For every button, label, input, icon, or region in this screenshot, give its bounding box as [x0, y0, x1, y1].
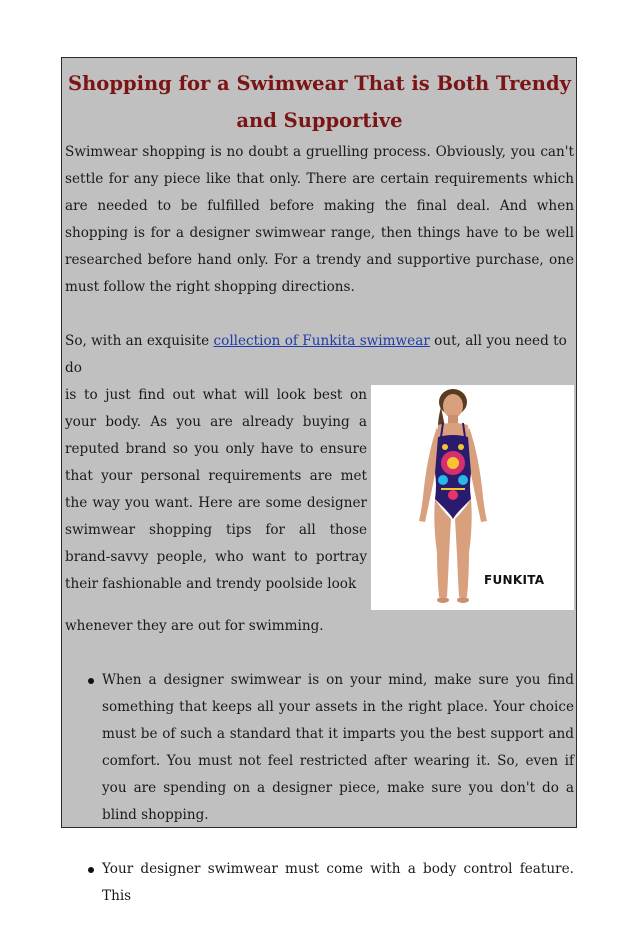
funkita-collection-link[interactable]: collection of Funkita swimwear	[213, 333, 430, 349]
intro-paragraph: Swimwear shopping is no doubt a gruelling process. Obviously, you can't settle for any piece like that only. There are certain requirements which are needed to be fulfilled before making the final deal. And when shopping is for a designer swimwear range, then things have to be well researched before hand only. For a trendy and supportive purchase, one must follow the right shopping directions.	[65, 144, 574, 295]
tip-text: When a designer swimwear is on your mind, make sure you find something that keeps all your assets in the right place. Your choice must be of such a standard that it imparts you the best support and comfort. You must not feel restricted after wearing it. So, even if you are spending on a designer piece, make sure you don't do a blind shopping.	[102, 672, 574, 823]
collection-text-after-link: out, all you need to do	[65, 333, 567, 376]
tips-list	[65, 667, 574, 910]
bullet-icon	[88, 867, 94, 873]
page-frame	[61, 57, 577, 904]
page-content	[65, 58, 574, 937]
swimwear-product-image	[371, 385, 574, 610]
collection-paragraph	[65, 328, 574, 640]
bullet-icon	[88, 678, 94, 684]
collection-text-before-link: So, with an exquisite	[65, 333, 214, 349]
tip-text: Your designer swimwear must come with a body control feature. This	[102, 861, 574, 904]
collection-paragraph-last-line: whenever they are out for swimming.	[65, 618, 324, 634]
page-title: Shopping for a Swimwear That is Both Trendy and Supportive	[68, 72, 571, 132]
list-item	[65, 856, 574, 910]
list-item	[65, 667, 574, 829]
collection-paragraph-body: is to just find out what will look best on your body. As you are already buying a reputed brand so you only have to ensure that your personal requirements are met the way you want. Here are some designer swimwear shopping tips for all those brand-savvy people, who want to portray their fashionable and trendy poolside look	[65, 387, 367, 592]
funkita-logo: FUNKITA	[484, 573, 545, 587]
collection-paragraph-lead	[65, 328, 574, 382]
